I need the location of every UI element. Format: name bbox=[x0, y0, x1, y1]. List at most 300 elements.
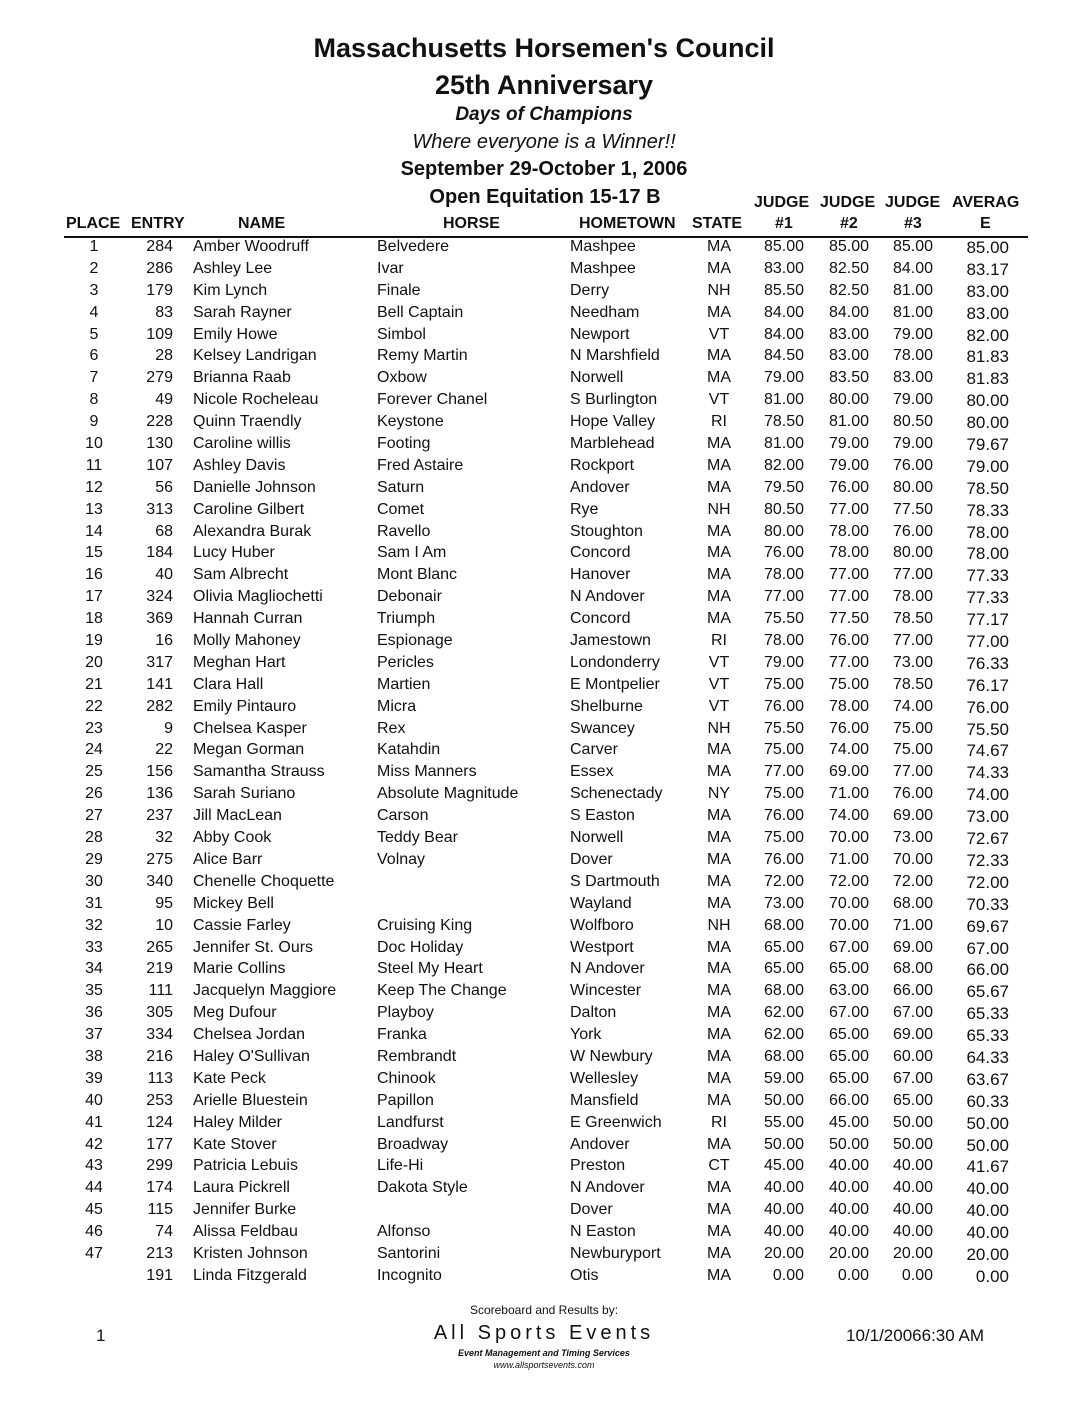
cell-judge2: 66.00 bbox=[828, 1091, 869, 1109]
cell-judge2: 40.00 bbox=[828, 1157, 869, 1175]
cell-hometown: N Andover bbox=[570, 1179, 645, 1197]
cell-entry: 237 bbox=[146, 807, 173, 825]
cell-state: MA bbox=[707, 938, 731, 956]
cell-horse: Sam I Am bbox=[377, 544, 447, 562]
cell-entry: 275 bbox=[146, 850, 173, 868]
cell-place: 21 bbox=[85, 675, 103, 693]
cell-judge1: 76.00 bbox=[763, 850, 804, 868]
cell-hometown: Marblehead bbox=[570, 435, 655, 453]
cell-horse: Ivar bbox=[377, 259, 404, 277]
event-tagline: Where everyone is a Winner!! bbox=[412, 131, 676, 153]
cell-average: 63.67 bbox=[966, 1069, 1009, 1089]
cell-judge1: 73.00 bbox=[763, 894, 804, 912]
cell-hometown: Mashpee bbox=[570, 238, 636, 255]
col-judge1-header-top: JUDGE bbox=[754, 194, 810, 211]
cell-name: Ashley Lee bbox=[193, 259, 273, 277]
cell-judge2: 78.00 bbox=[828, 522, 869, 540]
cell-average: 73.00 bbox=[966, 807, 1009, 827]
cell-place: 39 bbox=[85, 1069, 103, 1087]
cell-hometown: N Andover bbox=[570, 960, 645, 978]
cell-judge1: 79.00 bbox=[763, 653, 804, 671]
cell-judge3: 78.50 bbox=[892, 675, 933, 693]
cell-name: Clara Hall bbox=[193, 675, 264, 693]
cell-entry: 340 bbox=[146, 872, 173, 890]
cell-place: 13 bbox=[85, 500, 103, 518]
results-table bbox=[0, 237, 1088, 1288]
cell-place: 11 bbox=[85, 456, 103, 474]
print-timestamp: 10/1/20066:30 AM bbox=[846, 1326, 985, 1345]
cell-entry: 216 bbox=[146, 1047, 173, 1065]
cell-entry: 305 bbox=[146, 1004, 173, 1022]
cell-state: MA bbox=[707, 1179, 731, 1197]
cell-judge3: 75.00 bbox=[892, 719, 933, 737]
cell-place: 24 bbox=[85, 741, 103, 759]
cell-judge3: 72.00 bbox=[892, 872, 933, 890]
cell-judge1: 55.00 bbox=[763, 1113, 804, 1131]
cell-horse: Ravello bbox=[377, 522, 431, 540]
cell-judge1: 59.00 bbox=[763, 1069, 804, 1087]
cell-entry: 213 bbox=[146, 1244, 173, 1262]
cell-hometown: Andover bbox=[570, 478, 630, 496]
cell-horse: Santorini bbox=[377, 1244, 441, 1262]
cell-judge2: 83.00 bbox=[828, 347, 869, 365]
cell-name: Chenelle Choquette bbox=[193, 872, 335, 890]
cell-hometown: Otis bbox=[570, 1266, 599, 1284]
cell-name: Lucy Huber bbox=[193, 544, 275, 562]
cell-hometown: Newport bbox=[570, 325, 630, 343]
cell-entry: 279 bbox=[146, 369, 173, 387]
cell-place: 15 bbox=[85, 544, 103, 562]
cell-average: 77.33 bbox=[966, 588, 1009, 608]
cell-judge3: 71.00 bbox=[892, 916, 933, 934]
cell-average: 83.17 bbox=[966, 259, 1009, 279]
cell-average: 78.00 bbox=[966, 522, 1009, 542]
cell-judge1: 68.00 bbox=[763, 916, 804, 934]
cell-judge3: 77.00 bbox=[892, 632, 933, 650]
cell-average: 40.00 bbox=[966, 1201, 1009, 1221]
cell-state: NH bbox=[707, 281, 731, 299]
cell-hometown: Needham bbox=[570, 303, 640, 321]
cell-judge1: 84.00 bbox=[763, 303, 804, 321]
cell-judge2: 71.00 bbox=[828, 785, 869, 803]
table-row bbox=[0, 1047, 1088, 1069]
cell-state: MA bbox=[707, 588, 731, 606]
cell-judge1: 84.50 bbox=[763, 347, 804, 365]
cell-state: MA bbox=[707, 894, 731, 912]
cell-average: 77.17 bbox=[966, 610, 1009, 630]
cell-average: 78.00 bbox=[966, 544, 1009, 564]
cell-name: Quinn Traendly bbox=[193, 413, 302, 431]
cell-judge3: 40.00 bbox=[892, 1223, 933, 1241]
col-judge2-header-bottom: #2 bbox=[840, 215, 858, 232]
cell-judge1: 65.00 bbox=[763, 938, 804, 956]
company-tagline: Event Management and Timing Services bbox=[458, 1348, 630, 1358]
cell-judge3: 80.50 bbox=[892, 413, 933, 431]
cell-hometown: Andover bbox=[570, 1135, 630, 1153]
cell-state: MA bbox=[707, 456, 731, 474]
cell-average: 78.50 bbox=[966, 478, 1009, 498]
col-average-header-bottom: E bbox=[980, 215, 991, 232]
cell-entry: 313 bbox=[146, 500, 173, 518]
cell-judge2: 65.00 bbox=[828, 1069, 869, 1087]
cell-judge3: 81.00 bbox=[892, 303, 933, 321]
cell-judge2: 65.00 bbox=[828, 1047, 869, 1065]
cell-name: Hannah Curran bbox=[193, 610, 303, 628]
cell-name: Kim Lynch bbox=[193, 281, 268, 299]
cell-average: 77.33 bbox=[966, 566, 1009, 586]
table-row bbox=[0, 1178, 1088, 1200]
cell-judge1: 76.00 bbox=[763, 697, 804, 715]
cell-hometown: Wellesley bbox=[570, 1069, 639, 1087]
cell-entry: 9 bbox=[164, 719, 173, 737]
table-row bbox=[0, 740, 1088, 762]
cell-hometown: Carver bbox=[570, 741, 619, 759]
cell-place: 46 bbox=[85, 1223, 103, 1241]
cell-average: 75.50 bbox=[966, 719, 1009, 739]
cell-entry: 253 bbox=[146, 1091, 173, 1109]
table-row bbox=[0, 1135, 1088, 1157]
cell-hometown: Hope Valley bbox=[570, 413, 656, 431]
cell-hometown: Dover bbox=[570, 1201, 613, 1219]
table-row bbox=[0, 1244, 1088, 1266]
cell-judge2: 77.50 bbox=[828, 610, 869, 628]
cell-judge1: 75.00 bbox=[763, 741, 804, 759]
cell-entry: 286 bbox=[146, 259, 173, 277]
cell-judge3: 76.00 bbox=[892, 785, 933, 803]
event-dates: September 29-October 1, 2006 bbox=[400, 158, 688, 180]
cell-hometown: Hanover bbox=[570, 566, 631, 584]
cell-name: Sarah Rayner bbox=[193, 303, 292, 321]
cell-horse: Landfurst bbox=[377, 1113, 444, 1131]
cell-judge3: 78.50 bbox=[892, 610, 933, 628]
cell-name: Caroline willis bbox=[193, 435, 291, 453]
cell-state: VT bbox=[708, 391, 730, 409]
cell-name: Kristen Johnson bbox=[193, 1244, 308, 1262]
cell-judge3: 68.00 bbox=[892, 960, 933, 978]
cell-judge2: 63.00 bbox=[828, 982, 869, 1000]
document-title: Massachusetts Horsemen's Council bbox=[313, 33, 775, 63]
table-row bbox=[0, 456, 1088, 478]
cell-place: 7 bbox=[89, 369, 99, 387]
cell-judge1: 85.00 bbox=[763, 238, 804, 255]
cell-state: MA bbox=[707, 763, 731, 781]
cell-average: 74.33 bbox=[966, 763, 1009, 783]
cell-place: 12 bbox=[85, 478, 103, 496]
cell-horse: Footing bbox=[377, 435, 431, 453]
cell-judge1: 76.00 bbox=[763, 807, 804, 825]
cell-state: MA bbox=[707, 347, 731, 365]
cell-judge2: 77.00 bbox=[828, 566, 869, 584]
cell-hometown: Preston bbox=[570, 1157, 626, 1175]
cell-hometown: Wolfboro bbox=[570, 916, 634, 934]
cell-place: 14 bbox=[85, 522, 103, 540]
cell-average: 72.33 bbox=[966, 850, 1009, 870]
cell-hometown: S Dartmouth bbox=[570, 872, 660, 890]
cell-average: 50.00 bbox=[966, 1135, 1009, 1155]
cell-average: 76.33 bbox=[966, 653, 1009, 673]
cell-judge3: 83.00 bbox=[892, 369, 933, 387]
cell-entry: 40 bbox=[155, 566, 173, 584]
col-hometown-header: HOMETOWN bbox=[579, 215, 676, 232]
cell-entry: 56 bbox=[155, 478, 173, 496]
cell-judge3: 66.00 bbox=[892, 982, 933, 1000]
cell-judge3: 73.00 bbox=[892, 653, 933, 671]
table-row bbox=[0, 916, 1088, 938]
col-judge2-header-top: JUDGE bbox=[820, 194, 876, 211]
cell-horse: Rembrandt bbox=[377, 1047, 457, 1065]
cell-name: Alexandra Burak bbox=[193, 522, 312, 540]
cell-judge1: 40.00 bbox=[763, 1223, 804, 1241]
cell-judge2: 79.00 bbox=[828, 435, 869, 453]
cell-state: MA bbox=[707, 1091, 731, 1109]
cell-judge3: 75.00 bbox=[892, 741, 933, 759]
cell-horse: Doc Holiday bbox=[377, 938, 464, 956]
cell-horse: Saturn bbox=[377, 478, 425, 496]
cell-horse: Playboy bbox=[377, 1004, 434, 1022]
cell-average: 72.67 bbox=[966, 829, 1009, 849]
cell-name: Jennifer Burke bbox=[193, 1201, 297, 1219]
cell-hometown: Wayland bbox=[570, 894, 632, 912]
cell-hometown: Mansfield bbox=[570, 1091, 639, 1109]
cell-average: 72.00 bbox=[966, 872, 1009, 892]
cell-average: 85.00 bbox=[966, 238, 1009, 257]
table-row bbox=[0, 1025, 1088, 1047]
cell-horse: Simbol bbox=[377, 325, 426, 343]
cell-judge3: 68.00 bbox=[892, 894, 933, 912]
cell-average: 65.67 bbox=[966, 982, 1009, 1002]
cell-entry: 16 bbox=[155, 632, 173, 650]
cell-hometown: W Newbury bbox=[570, 1047, 653, 1065]
cell-judge3: 69.00 bbox=[892, 807, 933, 825]
cell-horse: Espionage bbox=[377, 632, 453, 650]
cell-name: Meg Dufour bbox=[193, 1004, 277, 1022]
cell-state: MA bbox=[707, 1004, 731, 1022]
col-place-header: PLACE bbox=[66, 215, 121, 232]
table-row bbox=[0, 368, 1088, 390]
cell-judge2: 81.00 bbox=[828, 413, 869, 431]
cell-horse: Broadway bbox=[377, 1135, 449, 1153]
cell-judge3: 80.00 bbox=[892, 544, 933, 562]
cell-hometown: Shelburne bbox=[570, 697, 643, 715]
cell-entry: 265 bbox=[146, 938, 173, 956]
cell-horse: Martien bbox=[377, 675, 431, 693]
table-row bbox=[0, 806, 1088, 828]
cell-state: MA bbox=[707, 238, 731, 255]
cell-entry: 83 bbox=[155, 303, 173, 321]
cell-judge2: 78.00 bbox=[828, 544, 869, 562]
cell-hometown: S Easton bbox=[570, 807, 635, 825]
cell-entry: 184 bbox=[146, 544, 173, 562]
table-row bbox=[0, 478, 1088, 500]
cell-hometown: Derry bbox=[570, 281, 610, 299]
cell-average: 76.17 bbox=[966, 675, 1009, 695]
cell-entry: 191 bbox=[146, 1266, 173, 1284]
cell-average: 83.00 bbox=[966, 281, 1009, 301]
cell-state: MA bbox=[707, 1069, 731, 1087]
cell-judge2: 84.00 bbox=[828, 303, 869, 321]
cell-judge3: 40.00 bbox=[892, 1157, 933, 1175]
cell-judge1: 50.00 bbox=[763, 1091, 804, 1109]
table-row bbox=[0, 719, 1088, 741]
cell-name: Ashley Davis bbox=[193, 456, 286, 474]
cell-horse: Alfonso bbox=[377, 1223, 431, 1241]
cell-entry: 179 bbox=[146, 281, 173, 299]
table-row bbox=[0, 894, 1088, 916]
cell-horse: Miss Manners bbox=[377, 763, 477, 781]
cell-name: Chelsea Kasper bbox=[193, 719, 307, 737]
cell-judge3: 77.50 bbox=[892, 500, 933, 518]
cell-judge1: 62.00 bbox=[763, 1004, 804, 1022]
cell-horse: Mont Blanc bbox=[377, 566, 458, 584]
cell-judge3: 78.00 bbox=[892, 588, 933, 606]
cell-judge2: 76.00 bbox=[828, 478, 869, 496]
cell-judge3: 79.00 bbox=[892, 435, 933, 453]
cell-judge2: 78.00 bbox=[828, 697, 869, 715]
table-row bbox=[0, 1200, 1088, 1222]
cell-state: RI bbox=[711, 632, 727, 650]
cell-judge3: 76.00 bbox=[892, 522, 933, 540]
cell-place: 47 bbox=[85, 1244, 103, 1262]
col-name-header: NAME bbox=[238, 215, 286, 232]
cell-entry: 22 bbox=[155, 741, 173, 759]
table-row bbox=[0, 938, 1088, 960]
cell-judge1: 75.00 bbox=[763, 829, 804, 847]
cell-judge1: 81.00 bbox=[763, 435, 804, 453]
table-row bbox=[0, 587, 1088, 609]
cell-horse: Carson bbox=[377, 807, 429, 825]
cell-hometown: Norwell bbox=[570, 829, 624, 847]
cell-place: 31 bbox=[85, 894, 103, 912]
cell-judge1: 76.00 bbox=[763, 544, 804, 562]
cell-average: 79.67 bbox=[966, 435, 1009, 455]
company-website: www.allsportsevents.com bbox=[493, 1360, 595, 1370]
cell-judge1: 79.00 bbox=[763, 369, 804, 387]
cell-name: Patricia Lebuis bbox=[193, 1157, 298, 1175]
table-row bbox=[0, 412, 1088, 434]
cell-name: Emily Howe bbox=[193, 325, 278, 343]
cell-judge3: 50.00 bbox=[892, 1135, 933, 1153]
table-row bbox=[0, 981, 1088, 1003]
cell-name: Mickey Bell bbox=[193, 894, 274, 912]
cell-state: MA bbox=[707, 982, 731, 1000]
cell-name: Marie Collins bbox=[193, 960, 286, 978]
cell-horse: Remy Martin bbox=[377, 347, 468, 365]
cell-place: 45 bbox=[85, 1201, 103, 1219]
cell-name: Jill MacLean bbox=[193, 807, 282, 825]
cell-state: NH bbox=[707, 916, 731, 934]
cell-judge1: 77.00 bbox=[763, 588, 804, 606]
table-row bbox=[0, 1266, 1088, 1288]
cell-state: NH bbox=[707, 500, 731, 518]
cell-place: 44 bbox=[85, 1179, 103, 1197]
cell-average: 78.33 bbox=[966, 500, 1009, 520]
table-row bbox=[0, 303, 1088, 325]
cell-horse: Absolute Magnitude bbox=[377, 785, 519, 803]
cell-entry: 317 bbox=[146, 653, 173, 671]
cell-entry: 156 bbox=[146, 763, 173, 781]
cell-horse: Cruising King bbox=[377, 916, 473, 934]
cell-state: MA bbox=[707, 522, 731, 540]
cell-judge2: 76.00 bbox=[828, 719, 869, 737]
table-row bbox=[0, 500, 1088, 522]
cell-place: 37 bbox=[85, 1026, 103, 1044]
col-judge3-header-bottom: #3 bbox=[904, 215, 922, 232]
cell-state: MA bbox=[707, 566, 731, 584]
cell-name: Nicole Rocheleau bbox=[193, 391, 319, 409]
cell-judge1: 82.00 bbox=[763, 456, 804, 474]
cell-name: Jacquelyn Maggiore bbox=[193, 982, 337, 1000]
cell-judge1: 75.00 bbox=[763, 785, 804, 803]
cell-judge1: 40.00 bbox=[763, 1201, 804, 1219]
cell-hometown: Stoughton bbox=[570, 522, 643, 540]
cell-entry: 115 bbox=[147, 1201, 173, 1219]
cell-state: VT bbox=[708, 675, 730, 693]
cell-entry: 68 bbox=[155, 522, 173, 540]
cell-average: 66.00 bbox=[966, 960, 1009, 980]
cell-average: 20.00 bbox=[966, 1244, 1009, 1264]
cell-judge3: 40.00 bbox=[892, 1201, 933, 1219]
cell-judge1: 75.50 bbox=[763, 610, 804, 628]
cell-place: 29 bbox=[85, 850, 103, 868]
cell-entry: 113 bbox=[147, 1069, 173, 1087]
cell-judge2: 0.00 bbox=[837, 1266, 869, 1284]
cell-average: 67.00 bbox=[966, 938, 1009, 958]
cell-judge2: 74.00 bbox=[828, 807, 869, 825]
cell-hometown: Dalton bbox=[570, 1004, 617, 1022]
cell-hometown: S Burlington bbox=[570, 391, 658, 409]
cell-judge1: 72.00 bbox=[763, 872, 804, 890]
cell-state: MA bbox=[707, 807, 731, 825]
cell-place: 3 bbox=[89, 281, 99, 299]
cell-entry: 334 bbox=[146, 1026, 173, 1044]
cell-place: 26 bbox=[85, 785, 103, 803]
cell-average: 76.00 bbox=[966, 697, 1009, 717]
cell-state: MA bbox=[707, 478, 731, 496]
cell-judge2: 69.00 bbox=[828, 763, 869, 781]
cell-horse: Papillon bbox=[377, 1091, 434, 1109]
cell-judge2: 83.50 bbox=[828, 369, 869, 387]
cell-name: Jennifer St. Ours bbox=[193, 938, 314, 956]
cell-entry: 107 bbox=[146, 456, 173, 474]
cell-hometown: Dover bbox=[570, 850, 613, 868]
cell-state: NH bbox=[707, 719, 731, 737]
cell-place: 42 bbox=[85, 1135, 103, 1153]
cell-state: CT bbox=[708, 1157, 730, 1175]
cell-judge2: 82.50 bbox=[828, 259, 869, 277]
cell-name: Samantha Strauss bbox=[193, 763, 325, 781]
cell-judge1: 0.00 bbox=[772, 1266, 804, 1284]
cell-hometown: York bbox=[570, 1026, 602, 1044]
cell-judge2: 40.00 bbox=[828, 1223, 869, 1241]
cell-judge1: 45.00 bbox=[763, 1157, 804, 1175]
cell-state: MA bbox=[707, 960, 731, 978]
cell-name: Abby Cook bbox=[193, 829, 272, 847]
cell-judge3: 0.00 bbox=[901, 1266, 933, 1284]
table-row bbox=[0, 259, 1088, 281]
cell-hometown: Westport bbox=[570, 938, 634, 956]
cell-horse: Triumph bbox=[377, 610, 436, 628]
cell-horse: Finale bbox=[377, 281, 421, 299]
table-row bbox=[0, 609, 1088, 631]
cell-judge1: 75.50 bbox=[763, 719, 804, 737]
cell-state: VT bbox=[708, 653, 730, 671]
cell-horse: Oxbow bbox=[377, 369, 427, 387]
table-row bbox=[0, 237, 1088, 259]
table-row bbox=[0, 1156, 1088, 1178]
cell-average: 70.33 bbox=[966, 894, 1009, 914]
cell-entry: 174 bbox=[146, 1179, 173, 1197]
cell-judge2: 83.00 bbox=[828, 325, 869, 343]
